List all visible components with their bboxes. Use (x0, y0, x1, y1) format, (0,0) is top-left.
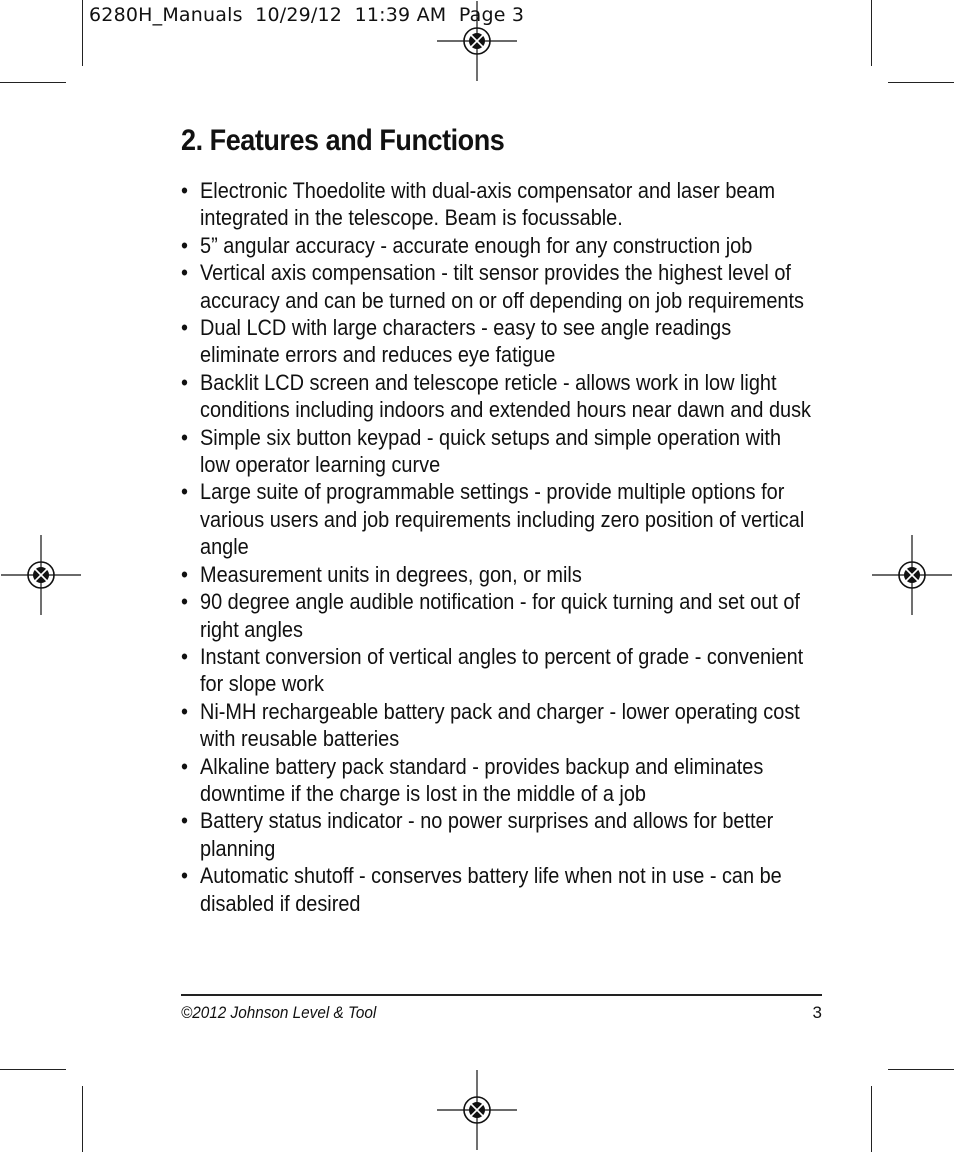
registration-mark-right-icon (872, 535, 952, 615)
feature-item (181, 561, 815, 588)
feature-item (181, 753, 815, 808)
feature-text: 5” angular accuracy - accurate enough for any construction job (200, 232, 753, 258)
feature-text: Instant conversion of vertical angles to percent of grade - convenient for slope work (200, 643, 804, 697)
feature-item (181, 862, 815, 917)
feature-text: Ni-MH rechargeable battery pack and charger - lower operating cost with reusable batteries (200, 698, 800, 752)
feature-text: Alkaline battery pack standard - provides backup and eliminates downtime if the charge is lost in the middle of a job (200, 753, 764, 806)
feature-item (181, 643, 815, 698)
feature-text: Measurement units in degrees, gon, or mils (200, 561, 582, 587)
feature-item (181, 807, 815, 862)
bullet-icon: • (181, 260, 188, 286)
footer-divider (181, 994, 822, 996)
feature-item (181, 588, 815, 643)
registration-mark-top-icon (437, 1, 517, 81)
feature-text: Simple six button keypad - quick setups and simple operation with low operator learning curve (200, 424, 782, 478)
bullet-icon: • (181, 589, 188, 615)
footer-copyright: ©2012 Johnson Level & Tool (181, 1003, 377, 1022)
bullet-icon: • (181, 315, 188, 341)
crop-mark-bottom-left-vertical (82, 1086, 83, 1152)
crop-mark-bottom-right-vertical (871, 1086, 872, 1152)
crop-mark-top-right-horizontal (888, 82, 954, 83)
bullet-icon: • (181, 561, 188, 587)
feature-item (181, 232, 815, 259)
feature-item (181, 478, 815, 560)
feature-item (181, 314, 815, 369)
bullet-icon: • (181, 753, 188, 779)
bullet-icon: • (181, 863, 188, 889)
feature-text: Vertical axis compensation - tilt sensor provides the highest level of accuracy and can be turned on or off depending on job requirements (200, 260, 804, 313)
page-number: 3 (812, 1003, 822, 1022)
crop-mark-bottom-left-horizontal (0, 1069, 66, 1070)
bullet-icon: • (181, 808, 188, 834)
registration-mark-bottom-icon (437, 1070, 517, 1150)
feature-text: 90 degree angle audible notification - for quick turning and set out of right angles (200, 589, 800, 642)
crop-mark-top-left-horizontal (0, 82, 66, 83)
feature-item (181, 698, 815, 753)
bullet-icon: • (181, 232, 188, 258)
feature-text: Electronic Thoedolite with dual-axis compensator and laser beam integrated in the telescope. Beam is focussable. (200, 178, 776, 231)
bullet-icon: • (181, 479, 188, 505)
feature-item (181, 369, 815, 424)
feature-text: Battery status indicator - no power surprises and allows for better planning (200, 808, 774, 861)
feature-item (181, 259, 815, 314)
registration-mark-left-icon (1, 535, 81, 615)
feature-text: Dual LCD with large characters - easy to see angle readings eliminate errors and reduces eye fatigue (200, 315, 732, 368)
crop-mark-top-left-vertical (82, 0, 83, 66)
feature-item (181, 177, 815, 232)
bullet-icon: • (181, 178, 188, 203)
feature-text: Large suite of programmable settings - provide multiple options for various users and job requirements including zero position of vertical angle (200, 479, 805, 560)
feature-item (181, 424, 815, 479)
section-title: 2. Features and Functions (181, 124, 505, 157)
crop-mark-top-right-vertical (871, 0, 872, 66)
crop-mark-bottom-right-horizontal (888, 1069, 954, 1070)
feature-text: Automatic shutoff - conserves battery life when not in use - can be disabled if desired (200, 863, 782, 916)
feature-text: Backlit LCD screen and telescope reticle - allows work in low light conditions including indoors and extended hours near dawn and dusk (200, 369, 812, 423)
print-slug-line: 6280H_Manuals 10/29/12 11:39 AM Page 3 (89, 4, 525, 26)
bullet-icon: • (181, 643, 188, 669)
features-list (181, 177, 815, 917)
bullet-icon: • (181, 698, 188, 724)
bullet-icon: • (181, 424, 188, 450)
bullet-icon: • (181, 369, 188, 395)
